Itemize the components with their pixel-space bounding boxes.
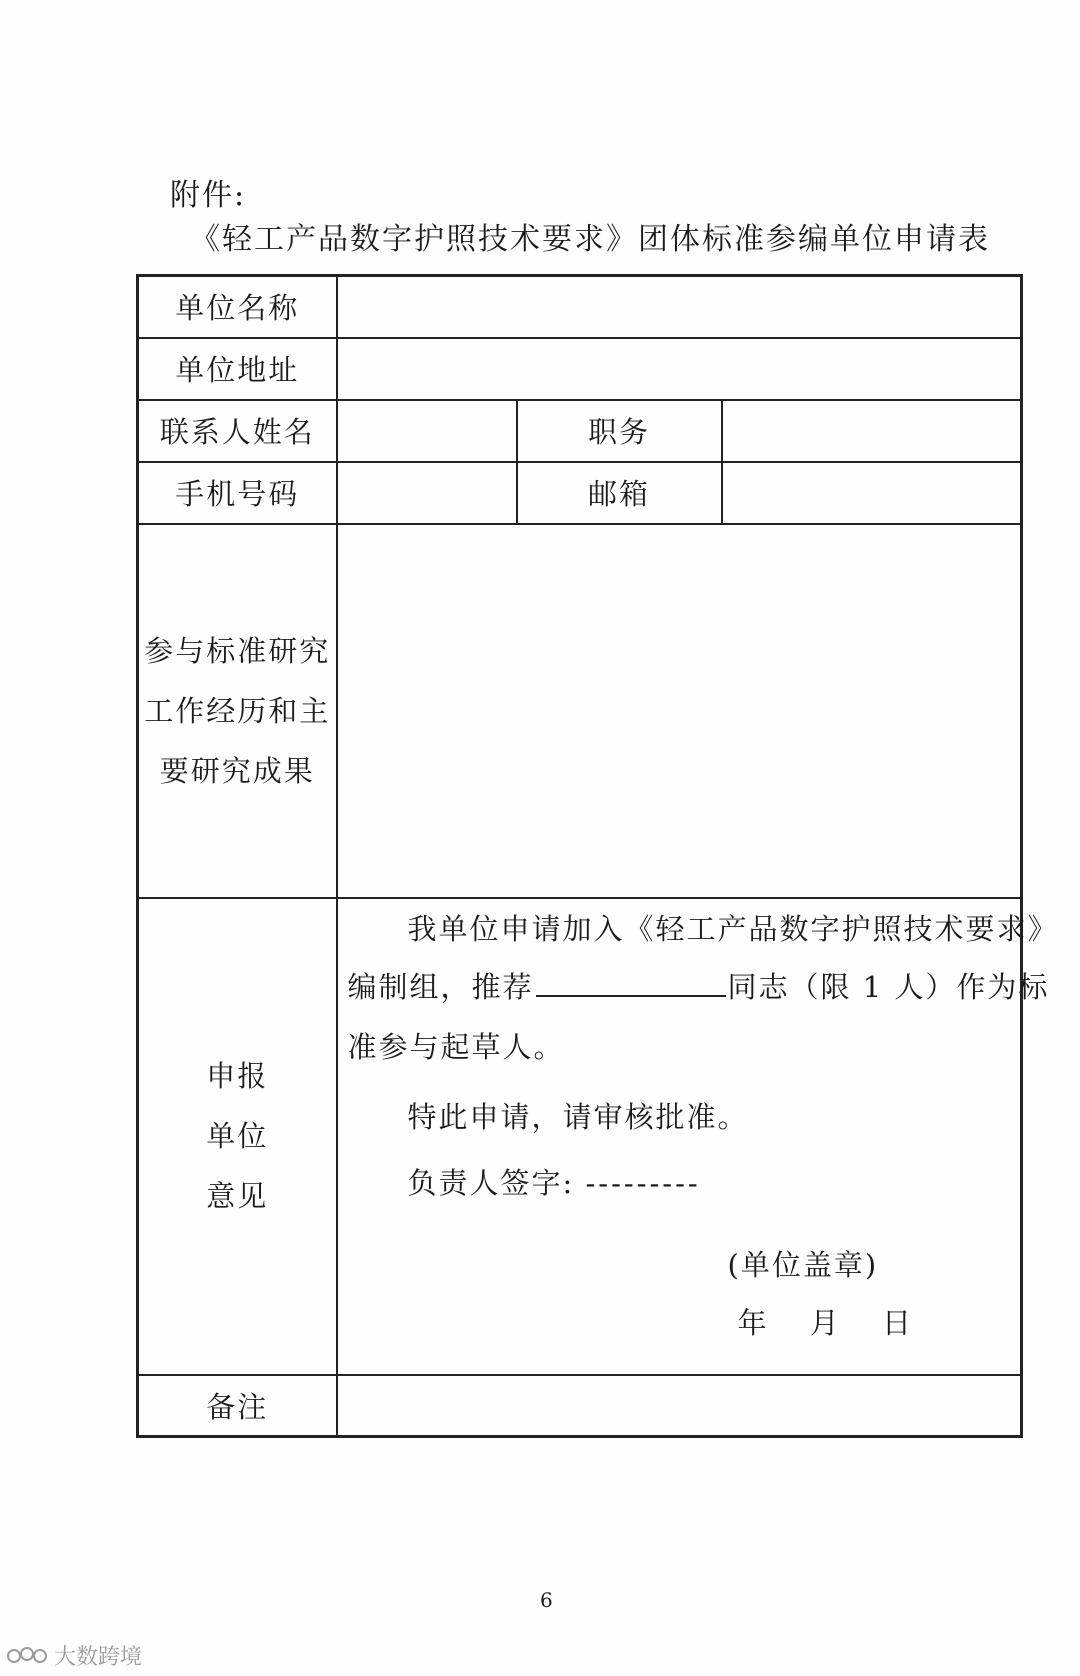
- email-field[interactable]: [722, 462, 1022, 524]
- row-phone-email: [138, 462, 1022, 524]
- watermark: [6, 1640, 142, 1671]
- opinion-label-line: 意见: [206, 1179, 269, 1213]
- remarks-field[interactable]: [337, 1375, 1022, 1437]
- seal-label: (单位盖章): [727, 1247, 879, 1282]
- experience-label-line: 工作经历和主: [144, 693, 331, 728]
- date-line: [738, 1301, 913, 1342]
- experience-label-line: 参与标准研究: [144, 633, 331, 668]
- row-unit-address: [138, 338, 1022, 400]
- attachment-label: 附件:: [170, 178, 247, 213]
- row-unit-name: [138, 276, 1022, 338]
- experience-field[interactable]: [337, 524, 1022, 898]
- document-title: 《轻工产品数字护照技术要求》团体标准参编单位申请表: [190, 222, 990, 257]
- mobile-label: 手机号码: [138, 462, 337, 524]
- signature-blank[interactable]: ---------: [585, 1165, 701, 1200]
- experience-label-line: 要研究成果: [159, 753, 315, 788]
- application-form-table: [136, 274, 1059, 1438]
- opinion-label-line: 单位: [206, 1119, 269, 1153]
- row-experience: [138, 524, 1022, 898]
- contact-name-field[interactable]: [337, 400, 517, 462]
- row-contact: [138, 400, 1022, 462]
- position-field[interactable]: [722, 400, 1022, 462]
- watermark-text: 大数跨境: [54, 1645, 143, 1670]
- position-label: 职务: [517, 400, 722, 462]
- unit-name-label: 单位名称: [138, 276, 337, 338]
- recommended-person-blank[interactable]: [536, 969, 726, 997]
- signature-line: [408, 1161, 701, 1202]
- opinion-line-apply: 我单位申请加入《轻工产品数字护照技术要求》: [407, 911, 1059, 946]
- date-day: 日: [881, 1305, 913, 1340]
- opinion-line-drafter: 准参与起草人。: [347, 1029, 565, 1064]
- opinion-line-request: 特此申请，请审核批准。: [407, 1099, 749, 1134]
- opinion-line-recommend: [348, 965, 1050, 1006]
- signature-label: 负责人签字:: [407, 1165, 575, 1200]
- opinion-label: [138, 898, 337, 1375]
- opinion-recommend-suffix: 同志（限 1 人）作为标: [727, 969, 1050, 1004]
- unit-name-field[interactable]: [337, 276, 1022, 338]
- mobile-field[interactable]: [337, 462, 517, 524]
- unit-address-label: 单位地址: [138, 338, 337, 400]
- opinion-recommend-prefix: 编制组，推荐: [347, 969, 534, 1004]
- opinion-label-line: 申报: [206, 1059, 269, 1093]
- contact-name-label: 联系人姓名: [138, 400, 337, 462]
- unit-address-field[interactable]: [337, 338, 1022, 400]
- experience-label: [138, 524, 337, 898]
- email-label: 邮箱: [517, 462, 722, 524]
- date-month: 月: [809, 1305, 841, 1340]
- row-opinion: [138, 898, 1022, 1375]
- date-year: 年: [737, 1305, 769, 1340]
- row-remarks: [138, 1375, 1022, 1437]
- remarks-label: 备注: [138, 1375, 337, 1437]
- opinion-content: [337, 898, 1059, 1375]
- watermark-logo-icon: [6, 1644, 48, 1668]
- page-number: 6: [540, 1588, 553, 1612]
